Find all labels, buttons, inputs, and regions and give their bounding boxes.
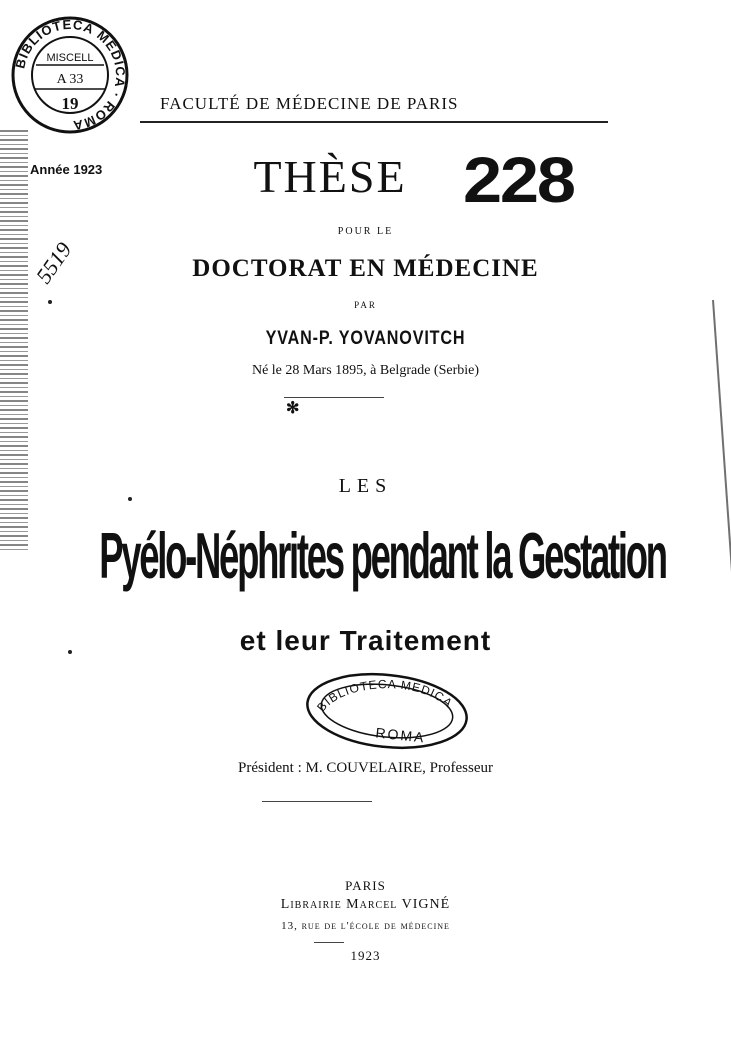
publisher-name: Librairie Marcel VIGNÉ xyxy=(280,897,451,912)
svg-text:BIBLIOTECA MEDICA xyxy=(314,677,456,714)
scan-line-artifact xyxy=(712,300,731,1056)
stamp-ring-text: BIBLIOTECA MEDICA · ROMA xyxy=(12,16,129,134)
author-birth: Né le 28 Mars 1895, à Belgrade (Serbie) xyxy=(251,363,480,378)
year-label: Année 1923 xyxy=(30,162,103,177)
stamp-line-3: 19 xyxy=(61,94,79,113)
publisher-address: 13, rue de l'école de médecine xyxy=(281,920,450,932)
pour-le-text: POUR LE xyxy=(337,226,394,237)
degree-title: DOCTORAT EN MÉDECINE xyxy=(192,255,539,282)
oval-stamp-bottom-text: ROMA xyxy=(374,724,427,746)
manuscript-number: 228 xyxy=(462,144,574,216)
asterisk-icon: ✻ xyxy=(286,400,300,417)
faculty-heading: FACULTÉ DE MÉDECINE DE PARIS xyxy=(160,94,459,113)
stamp-line-1: MISCELL xyxy=(46,52,94,64)
thesis-title: THÈSE xyxy=(253,151,407,202)
divider-rule xyxy=(262,801,372,802)
ink-dot xyxy=(128,497,132,501)
handwritten-note: 5519 xyxy=(30,237,77,288)
subtitle: et leur Traitement xyxy=(239,625,492,656)
stamp-line-2: A 33 xyxy=(56,72,84,87)
divider-rule xyxy=(314,942,344,943)
par-text: PAR xyxy=(354,300,377,310)
library-stamp-oval xyxy=(302,668,472,750)
header-rule xyxy=(140,121,608,123)
author-name: YVAN-P. YOVANOVITCH xyxy=(265,328,466,349)
publication-year: 1923 xyxy=(350,948,381,963)
main-title: Pyélo-Néphrites pendant la Gestation xyxy=(99,521,666,593)
jury-president: Président : M. COUVELAIRE, Professeur xyxy=(238,760,493,776)
oval-stamp-top-text: BIBLIOTECA MEDICA xyxy=(314,677,456,715)
library-stamp-top xyxy=(10,15,130,135)
title-prefix: LES xyxy=(338,475,393,497)
publisher-city: PARIS xyxy=(345,878,386,893)
